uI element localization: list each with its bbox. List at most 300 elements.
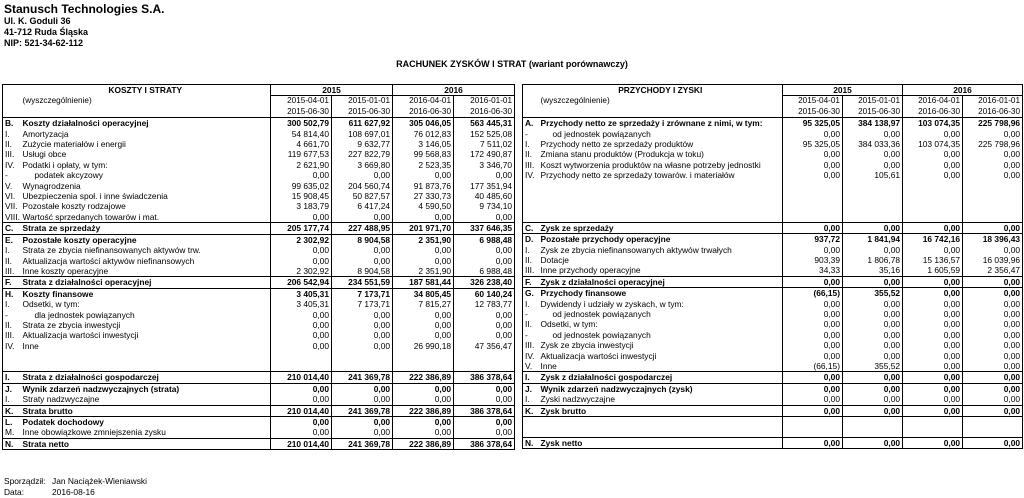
row-code [523, 181, 539, 191]
row-label: Inne koszty operacyjne [21, 266, 271, 277]
row-label: Amortyzacja [21, 129, 271, 139]
row-value [903, 212, 963, 222]
row-label: Wynik zdarzeń nadzwyczajnych (zysk) [539, 383, 783, 394]
row-code: II. [3, 320, 21, 330]
row-label: Dywidendy i udziały w zyskach, w tym: [539, 299, 783, 309]
row-value [843, 191, 903, 201]
row-code: IV. [3, 341, 21, 351]
row-label: Przychody netto ze sprzedaży produktów [539, 139, 783, 149]
row-code: V. [3, 181, 21, 191]
row-value: 384 138,97 [843, 118, 903, 129]
row-value: 3 669,80 [332, 160, 393, 170]
row-value: 34 805,45 [393, 288, 454, 299]
row-label: od jednostek powiązanych [539, 129, 783, 139]
row-value: 201 971,70 [393, 223, 454, 234]
table-row [3, 427, 515, 438]
row-value: 0,00 [783, 170, 843, 180]
row-code: - [523, 309, 539, 319]
row-value: 0,00 [843, 437, 903, 448]
row-value: 0,00 [963, 170, 1023, 180]
row-value [271, 351, 332, 361]
row-value [963, 212, 1023, 222]
row-value [332, 362, 393, 372]
row-value: 2 302,92 [271, 266, 332, 277]
row-value: 0,00 [843, 340, 903, 350]
row-value: 7 173,71 [332, 288, 393, 299]
table-row [3, 191, 515, 201]
row-code: - [3, 170, 21, 180]
row-value: 0,00 [454, 170, 515, 180]
row-label: Pozostałe przychody operacyjne [539, 234, 783, 245]
row-value: 0,00 [454, 383, 515, 394]
row-label: Pozostałe koszty rodzajowe [21, 201, 271, 211]
row-label: Odsetki, w tym: [21, 299, 271, 309]
row-value: 611 627,92 [332, 118, 393, 129]
row-label: Przychody netto ze sprzedaży i zrównane z nimi, w tym: [539, 118, 783, 129]
row-code: N. [523, 437, 539, 448]
row-value: 2 302,92 [271, 234, 332, 245]
row-value: 103 074,35 [903, 139, 963, 149]
date-value: 2016-08-16 [52, 487, 95, 497]
row-code: II. [3, 256, 21, 266]
row-value: 0,00 [963, 160, 1023, 170]
table-row [523, 276, 1023, 287]
table-row [523, 372, 1023, 383]
row-code: E. [3, 234, 21, 245]
row-label: Strata ze sprzedaży [21, 223, 271, 234]
row-value: 384 033,36 [843, 139, 903, 149]
row-value: 210 014,40 [271, 405, 332, 416]
row-value: 0,00 [454, 256, 515, 266]
row-label: Podatek dochodowy [21, 417, 271, 428]
row-value: 1 605,59 [903, 265, 963, 276]
table-row [3, 129, 515, 139]
table-row [3, 212, 515, 223]
row-value: 3 346,70 [454, 160, 515, 170]
company-street: Ul. K. Goduli 36 [4, 16, 71, 26]
table-row [523, 212, 1023, 222]
row-value: 2 351,90 [393, 234, 454, 245]
table-row [523, 201, 1023, 211]
table-row [3, 417, 515, 428]
row-value: 1 806,78 [843, 255, 903, 265]
row-value: 0,00 [454, 310, 515, 320]
row-value [903, 181, 963, 191]
row-label: Wynik zdarzeń nadzwyczajnych (strata) [21, 383, 271, 394]
row-value: 0,00 [783, 222, 843, 233]
row-value: 0,00 [903, 437, 963, 448]
row-value: 2 621,90 [271, 160, 332, 170]
row-value: 3 405,31 [271, 288, 332, 299]
row-value: 0,00 [271, 245, 332, 255]
row-label: Zysk brutto [539, 405, 783, 416]
row-code: I. [3, 394, 21, 405]
table-row [523, 319, 1023, 329]
row-value: 0,00 [783, 383, 843, 394]
row-value: 0,00 [903, 394, 963, 405]
row-value: 152 525,08 [454, 129, 515, 139]
row-label [21, 362, 271, 372]
row-code: M. [3, 427, 21, 438]
row-code [3, 351, 21, 361]
row-value: 0,00 [783, 276, 843, 287]
row-value: 0,00 [843, 383, 903, 394]
company-name: Stanusch Technologies S.A. [4, 2, 165, 16]
row-value: 0,00 [903, 351, 963, 361]
table-row [3, 310, 515, 320]
row-value: 386 378,64 [454, 438, 515, 449]
table-row [3, 351, 515, 361]
row-value [783, 191, 843, 201]
row-code: - [3, 310, 21, 320]
row-value: 40 485,60 [454, 191, 515, 201]
row-label: Podatki i opłaty, w tym: [21, 160, 271, 170]
row-code: III. [3, 330, 21, 340]
row-value: 0,00 [783, 245, 843, 255]
row-label [539, 191, 783, 201]
row-value: 0,00 [963, 288, 1023, 299]
row-value: 0,00 [903, 222, 963, 233]
table-row [523, 383, 1023, 394]
row-code: - [523, 129, 539, 139]
row-label: Wartość sprzedanych towarów i mat. [21, 212, 271, 223]
row-value: 227 488,95 [332, 223, 393, 234]
row-label: Inne [21, 341, 271, 351]
row-value: 0,00 [903, 160, 963, 170]
row-value: 0,00 [271, 170, 332, 180]
row-label: Zużycie materiałów i energii [21, 139, 271, 149]
row-label: Strata brutto [21, 405, 271, 416]
table-row [523, 427, 1023, 437]
row-label: Odsetki, w tym: [539, 319, 783, 329]
row-value [454, 351, 515, 361]
left-subtitle: (wyszczególnienie) [21, 96, 271, 107]
row-value: 0,00 [963, 437, 1023, 448]
row-value: 0,00 [963, 405, 1023, 416]
row-value [843, 417, 903, 427]
row-value: 241 369,78 [332, 438, 393, 449]
row-value: 0,00 [783, 394, 843, 405]
row-value [393, 351, 454, 361]
table-row [3, 299, 515, 309]
row-value: 0,00 [271, 330, 332, 340]
table-row [3, 223, 515, 234]
row-value: 903,39 [783, 255, 843, 265]
row-value: 386 378,64 [454, 372, 515, 383]
row-value: 0,00 [843, 160, 903, 170]
table-row [523, 118, 1023, 129]
row-value [903, 427, 963, 437]
row-code: I. [3, 372, 21, 383]
row-value [783, 417, 843, 427]
row-label: Aktualizacja wartości inwestycji [21, 330, 271, 340]
row-value: 0,00 [963, 351, 1023, 361]
row-value: 0,00 [332, 212, 393, 223]
row-value: 222 386,89 [393, 438, 454, 449]
row-value: 8 904,58 [332, 266, 393, 277]
right-subtitle: (wyszczególnienie) [539, 96, 783, 107]
row-value: 355,52 [843, 361, 903, 372]
row-value: 0,00 [393, 394, 454, 405]
row-value: 241 369,78 [332, 405, 393, 416]
row-label: Strata z działalności operacyjnej [21, 277, 271, 288]
row-value: 0,00 [903, 129, 963, 139]
row-code: II. [3, 139, 21, 149]
row-value: 15 136,57 [903, 255, 963, 265]
left-table-title: KOSZTY I STRATY [21, 85, 271, 96]
table-row [3, 362, 515, 372]
row-value: 60 140,24 [454, 288, 515, 299]
table-row [3, 118, 515, 129]
row-value: 0,00 [332, 170, 393, 180]
row-label [539, 201, 783, 211]
row-value: 16 742,16 [903, 234, 963, 245]
row-value: 0,00 [393, 170, 454, 180]
row-value: 99 635,02 [271, 181, 332, 191]
row-label: Pozostałe koszty operacyjne [21, 234, 271, 245]
row-code: III. [523, 265, 539, 276]
period-from: 2015-04-01 [271, 96, 332, 107]
table-row [3, 288, 515, 299]
row-value: 0,00 [843, 309, 903, 319]
row-label: Aktualizacja wartości aktywów niefinansowych [21, 256, 271, 266]
row-label: dla jednostek powiązanych [21, 310, 271, 320]
row-value: 0,00 [843, 149, 903, 159]
row-value: 7 511,02 [454, 139, 515, 149]
row-code: I. [523, 139, 539, 149]
row-value: 0,00 [783, 437, 843, 448]
row-value: 937,72 [783, 234, 843, 245]
row-code: B. [3, 118, 21, 129]
row-value: 305 046,05 [393, 118, 454, 129]
row-label [21, 351, 271, 361]
table-row [3, 149, 515, 159]
row-value: 0,00 [332, 320, 393, 330]
row-value: 0,00 [271, 427, 332, 438]
row-code: K. [523, 405, 539, 416]
row-label: Zysk z działalności operacyjnej [539, 276, 783, 287]
row-value: 227 822,79 [332, 149, 393, 159]
row-code: II. [523, 255, 539, 265]
table-row [523, 361, 1023, 372]
row-code: I. [523, 245, 539, 255]
row-value: 0,00 [843, 245, 903, 255]
period-to: 2016-06-30 [454, 107, 515, 118]
table-row [3, 139, 515, 149]
row-value: 0,00 [454, 245, 515, 255]
row-value: 15 908,45 [271, 191, 332, 201]
row-value: 54 814,40 [271, 129, 332, 139]
row-value: 0,00 [843, 299, 903, 309]
row-value: 2 351,90 [393, 266, 454, 277]
row-code: I. [3, 299, 21, 309]
table-row [523, 437, 1023, 448]
row-label: Strata ze zbycia inwestycji [21, 320, 271, 330]
row-value: 225 798,96 [963, 118, 1023, 129]
row-value [963, 417, 1023, 427]
row-value: 0,00 [963, 276, 1023, 287]
table-row [523, 149, 1023, 159]
table-row [3, 383, 515, 394]
row-value: 0,00 [903, 288, 963, 299]
row-value: 337 646,35 [454, 223, 515, 234]
table-row [3, 405, 515, 416]
row-code: VIII. [3, 212, 21, 223]
period-to: 2016-06-30 [393, 107, 454, 118]
row-value: 0,00 [783, 319, 843, 329]
table-row [523, 265, 1023, 276]
row-value: 7 173,71 [332, 299, 393, 309]
row-value: 0,00 [332, 341, 393, 351]
row-value: 0,00 [843, 394, 903, 405]
row-value: 0,00 [903, 149, 963, 159]
row-value: 0,00 [454, 427, 515, 438]
row-value: 34,33 [783, 265, 843, 276]
row-value: 222 386,89 [393, 372, 454, 383]
table-row [3, 277, 515, 288]
period-from: 2016-04-01 [393, 96, 454, 107]
row-value: 300 502,79 [271, 118, 332, 129]
row-value [963, 191, 1023, 201]
row-code: - [523, 330, 539, 340]
table-row [523, 160, 1023, 170]
row-code: III. [3, 149, 21, 159]
row-label: Zysk ze sprzedaży [539, 222, 783, 233]
row-value: 0,00 [271, 341, 332, 351]
table-row [523, 394, 1023, 405]
row-value: 172 490,87 [454, 149, 515, 159]
row-code: K. [3, 405, 21, 416]
row-value: 0,00 [963, 383, 1023, 394]
row-label: Dotacje [539, 255, 783, 265]
row-value: 0,00 [903, 276, 963, 287]
right-table-body [523, 118, 1023, 449]
row-value: 0,00 [454, 417, 515, 428]
row-value: 0,00 [963, 149, 1023, 159]
row-value: 0,00 [332, 427, 393, 438]
period-from: 2015-01-01 [843, 96, 903, 107]
row-value [843, 427, 903, 437]
table-row [523, 330, 1023, 340]
row-code: I. [523, 372, 539, 383]
table-row [523, 129, 1023, 139]
row-label [539, 181, 783, 191]
row-value: 76 012,83 [393, 129, 454, 139]
row-value [332, 351, 393, 361]
row-code: I. [3, 245, 21, 255]
row-code: IV. [3, 160, 21, 170]
row-value: 0,00 [393, 330, 454, 340]
row-code: IV. [523, 170, 539, 180]
row-code: IV. [523, 351, 539, 361]
table-row [523, 245, 1023, 255]
left-year-2015: 2015 [271, 85, 393, 96]
row-value: 0,00 [783, 340, 843, 350]
row-value: 3 183,79 [271, 201, 332, 211]
table-row [523, 351, 1023, 361]
row-value: (66,15) [783, 361, 843, 372]
row-value: 9 734,10 [454, 201, 515, 211]
row-code [3, 362, 21, 372]
table-row [523, 309, 1023, 319]
period-from: 2016-04-01 [903, 96, 963, 107]
row-code: I. [523, 394, 539, 405]
right-table-title: PRZYCHODY I ZYSKI [539, 85, 783, 96]
prepared-value: Jan Naciążek-Wieniawski [52, 476, 147, 486]
table-row [3, 201, 515, 211]
row-value: 0,00 [963, 245, 1023, 255]
company-city: 41-712 Ruda Śląska [4, 27, 89, 37]
period-from: 2016-01-01 [454, 96, 515, 107]
row-label: od jednostek powiązanych [539, 330, 783, 340]
row-label: Inne [539, 361, 783, 372]
period-from: 2015-01-01 [332, 96, 393, 107]
row-value [271, 362, 332, 372]
row-code [523, 201, 539, 211]
date-label: Data: [4, 487, 25, 497]
row-code: G. [523, 288, 539, 299]
row-value: 0,00 [903, 340, 963, 350]
row-label: Zmiana stanu produktów (Produkcja w toku) [539, 149, 783, 159]
row-label: Koszty finansowe [21, 288, 271, 299]
row-value [843, 212, 903, 222]
table-row [3, 372, 515, 383]
row-label: od jednostek powiązanych [539, 309, 783, 319]
row-value: 0,00 [454, 212, 515, 223]
table-row [3, 394, 515, 405]
row-value: 108 697,01 [332, 129, 393, 139]
row-value: 225 798,96 [963, 139, 1023, 149]
table-row [3, 266, 515, 277]
row-value: 0,00 [332, 256, 393, 266]
row-value: 0,00 [332, 383, 393, 394]
table-row [3, 256, 515, 266]
row-value: 0,00 [783, 351, 843, 361]
row-value: 0,00 [271, 320, 332, 330]
period-from: 2016-01-01 [963, 96, 1023, 107]
table-row [523, 340, 1023, 350]
row-code: VI. [3, 191, 21, 201]
row-value: 0,00 [963, 309, 1023, 319]
row-code [523, 191, 539, 201]
row-value: 0,00 [332, 417, 393, 428]
period-to: 2015-06-30 [783, 107, 843, 118]
row-code: V. [523, 361, 539, 372]
row-label: Strata ze zbycia niefinansowanych aktywów trw. [21, 245, 271, 255]
table-row [523, 417, 1023, 427]
row-value: 0,00 [903, 372, 963, 383]
row-value: 27 330,73 [393, 191, 454, 201]
row-value: 0,00 [783, 405, 843, 416]
row-value [903, 201, 963, 211]
row-value: 0,00 [783, 160, 843, 170]
row-value: 0,00 [271, 310, 332, 320]
period-to: 2016-06-30 [903, 107, 963, 118]
table-row [3, 438, 515, 449]
revenues-gains-table [522, 84, 1023, 449]
table-row [3, 320, 515, 330]
row-value: 0,00 [271, 394, 332, 405]
row-value: 0,00 [393, 383, 454, 394]
table-row [523, 222, 1023, 233]
row-code: F. [523, 276, 539, 287]
row-value: 0,00 [332, 394, 393, 405]
period-to: 2015-06-30 [271, 107, 332, 118]
row-value [454, 362, 515, 372]
row-label: Usługi obce [21, 149, 271, 159]
table-row [523, 299, 1023, 309]
table-row [523, 191, 1023, 201]
